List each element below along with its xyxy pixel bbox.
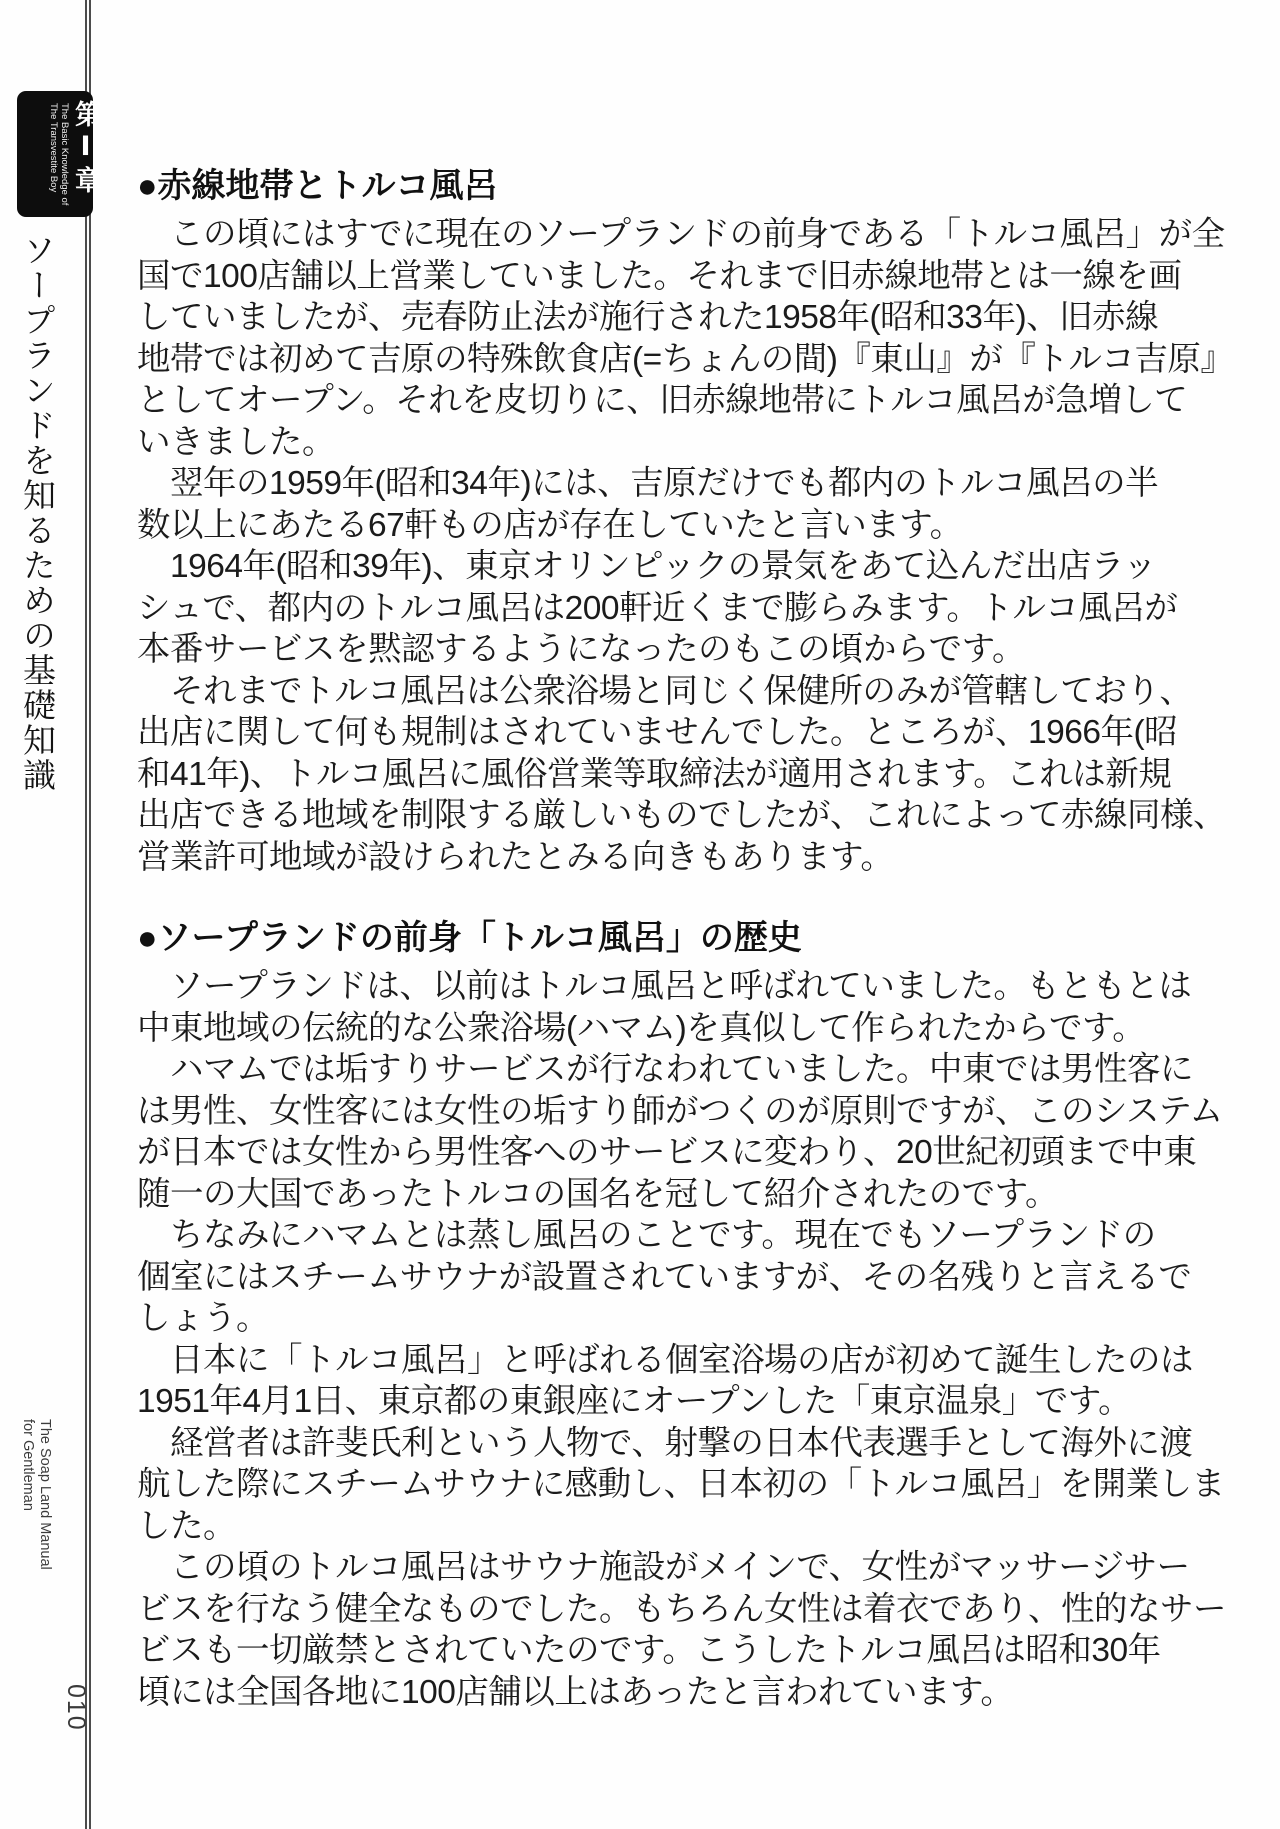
text-line: 航した際にスチームサウナに感動し、日本初の「トルコ風呂」を開業しま <box>137 1466 1225 1503</box>
text-line: 出店できる地域を制限する厳しいものでしたが、これによって赤線同様、 <box>137 797 1226 834</box>
text-line: それまでトルコ風呂は公衆浴場と同じく保健所のみが管轄しており、 <box>137 672 1193 710</box>
text-line: 頃には全国各地に100店舗以上はあったと言われています。 <box>137 1673 1014 1711</box>
text-line: しょう。 <box>137 1300 269 1337</box>
section-body <box>137 966 1226 1713</box>
section-red-line-district <box>137 166 1234 878</box>
text-line: ハマムでは垢すりサービスが行なわれていました。中東では男性客に <box>137 1051 1193 1088</box>
text-line: は男性、女性客には女性の垢すり師がつくのが原則ですが、このシステム <box>137 1092 1223 1130</box>
section-heading: ●赤線地帯とトルコ風呂 <box>137 167 498 205</box>
footer-english-line1: The Soap Land Manual <box>37 1419 53 1570</box>
text-line: 随一の大国であったトルコの国名を冠して紹介されたのです。 <box>137 1175 1058 1213</box>
text-line: ソープランドは、以前はトルコ風呂と呼ばれていました。もともとは <box>137 968 1192 1005</box>
text-line: 1951年4月1日、東京都の東銀座にオープンした「東京温泉」です。 <box>137 1383 1132 1420</box>
text-line: 本番サービスを黙認するようになったのもこの頃からです。 <box>137 631 1025 668</box>
text-line: 日本に「トルコ風呂」と呼ばれる個室浴場の店が初めて誕生したのは <box>137 1341 1193 1379</box>
text-line: ビスを行なう健全なものでした。もちろん女性は着衣であり、性的なサー <box>137 1590 1226 1628</box>
text-line: が日本では女性から男性客へのサービスに変わり、20世紀初頭まで中東 <box>137 1134 1197 1171</box>
text-line: 経営者は許斐氏利という人物で、射撃の日本代表選手として海外に渡 <box>137 1424 1193 1462</box>
text-line: 数以上にあたる67軒もの店が存在していたと言います。 <box>137 506 963 544</box>
chapter-label: 第Ⅰ章 <box>71 100 101 197</box>
text-line: この頃にはすでに現在のソープランドの前身である「トルコ風呂」が全 <box>137 216 1225 253</box>
section-heading: ●ソープランドの前身「トルコ風呂」の歴史 <box>137 919 802 957</box>
text-line: 出店に関して何も規制はされていませんでした。ところが、1966年(昭 <box>137 714 1178 751</box>
footer-english-line2: for Gentleman <box>20 1419 37 1511</box>
text-line: 中東地域の伝統的な公衆浴場(ハマム)を真似して作られたからです。 <box>137 1009 1146 1047</box>
text-line: 国で100店舗以上営業していました。それまで旧赤線地帯とは一線を画 <box>137 257 1182 295</box>
footer-english-title <box>20 1419 53 1647</box>
section-body <box>137 214 1234 878</box>
text-line: 和41年)、トルコ風呂に風俗営業等取締法が適用されます。これは新規 <box>137 755 1172 793</box>
text-line: していましたが、売春防止法が施行された1958年(昭和33年)、旧赤線 <box>137 299 1159 336</box>
chapter-box <box>17 91 101 217</box>
chapter-subtitle-english <box>48 103 69 207</box>
text-line: シュで、都内のトルコ風呂は200軒近くまで膨らみます。トルコ風呂が <box>137 589 1178 627</box>
text-line: ちなみにハマムとは蒸し風呂のことです。現在でもソープランドの <box>137 1217 1156 1254</box>
section-turkish-bath-history <box>137 918 1226 1713</box>
text-line: ビスも一切厳禁とされていたのです。こうしたトルコ風呂は昭和30年 <box>137 1632 1161 1669</box>
text-line: としてオープン。それを皮切りに、旧赤線地帯にトルコ風呂が急増して <box>137 382 1188 419</box>
text-line: この頃のトルコ風呂はサウナ施設がメインで、女性がマッサージサー <box>137 1549 1190 1586</box>
text-line: 地帯では初めて吉原の特殊飲食店(=ちょんの間)『東山』が『トルコ吉原』 <box>137 340 1234 378</box>
text-line: した。 <box>137 1507 236 1545</box>
text-line: 1964年(昭和39年)、東京オリンピックの景気をあて込んだ出店ラッ <box>137 548 1157 585</box>
text-line: 営業許可地域が設けられたとみる向きもあります。 <box>137 838 894 876</box>
chapter-subtitle-line1: The Basic Knowledge of <box>59 103 70 206</box>
text-line: 翌年の1959年(昭和34年)には、吉原だけでも都内のトルコ風呂の半 <box>137 465 1159 502</box>
text-line: いきました。 <box>137 423 335 461</box>
chapter-vertical-title: ソープランドを知るための基礎知識 <box>19 233 56 793</box>
chapter-subtitle-line2: The Transvestite Boy <box>48 103 60 193</box>
page-number: 010 <box>62 1684 90 1732</box>
text-line: 個室にはスチームサウナが設置されていますが、その名残りと言えるで <box>137 1258 1192 1296</box>
vertical-double-rule <box>85 0 91 1829</box>
